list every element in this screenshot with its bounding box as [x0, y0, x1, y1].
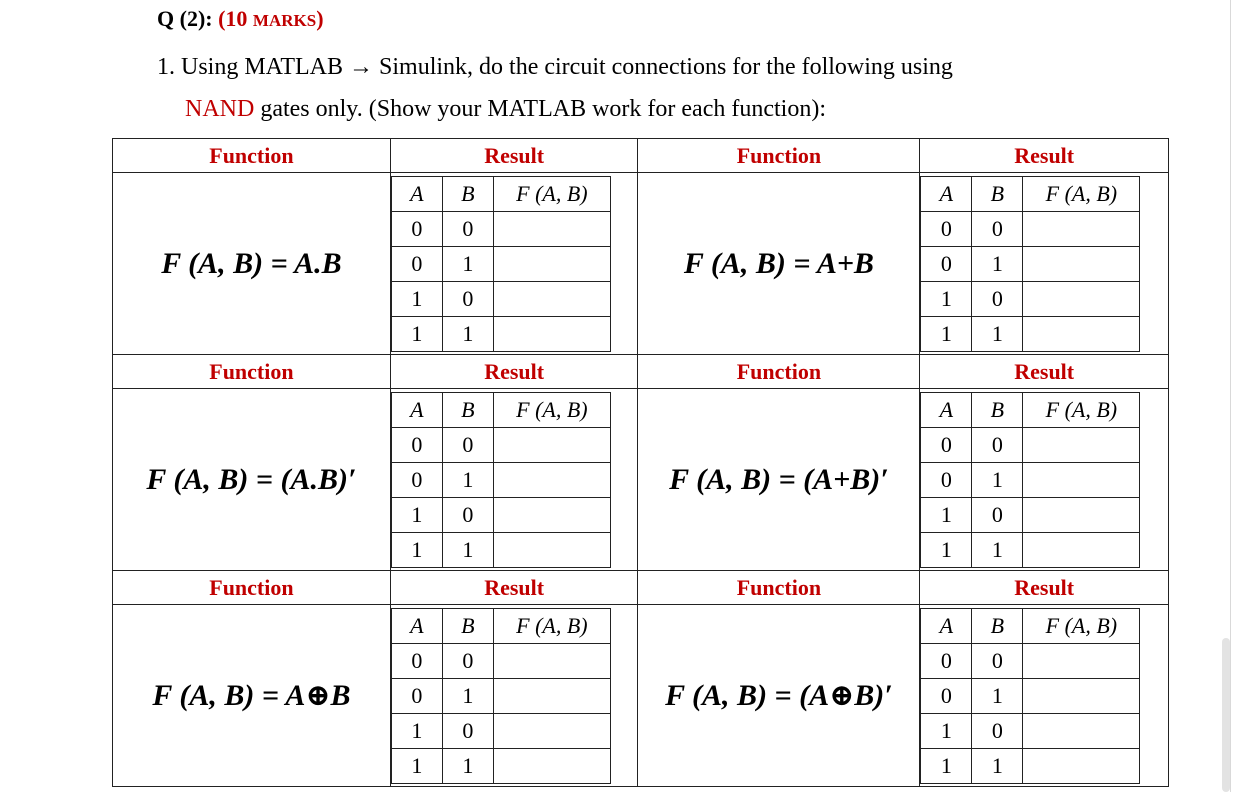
output-cell[interactable] — [493, 748, 610, 783]
truth-table — [391, 392, 611, 568]
input-cell: 0 — [921, 678, 972, 713]
output-cell[interactable] — [493, 316, 610, 351]
output-cell[interactable] — [1023, 532, 1140, 567]
result-cell — [920, 605, 1169, 787]
truth-table-row — [391, 427, 610, 462]
input-cell: 1 — [972, 246, 1023, 281]
input-cell: 0 — [972, 713, 1023, 748]
output-cell[interactable] — [493, 281, 610, 316]
function-header: Function — [113, 355, 391, 389]
table-row — [113, 173, 1169, 355]
input-cell: 0 — [442, 211, 493, 246]
input-cell: 0 — [391, 246, 442, 281]
input-cell: 0 — [921, 427, 972, 462]
truth-table-row — [391, 462, 610, 497]
input-cell: 1 — [442, 678, 493, 713]
result-cell — [920, 173, 1169, 355]
input-cell: 1 — [921, 532, 972, 567]
output-cell[interactable] — [493, 427, 610, 462]
truth-header-cell: A — [391, 392, 442, 427]
output-cell[interactable] — [1023, 316, 1140, 351]
output-cell[interactable] — [1023, 281, 1140, 316]
input-cell: 1 — [391, 532, 442, 567]
truth-table-row — [391, 246, 610, 281]
input-cell: 1 — [391, 281, 442, 316]
instruction-text-2: gates only. (Show your MATLAB work for each function): — [254, 96, 826, 122]
function-header: Function — [638, 355, 920, 389]
input-cell: 0 — [391, 211, 442, 246]
truth-header-cell: A — [921, 608, 972, 643]
function-expression: F (A, B) = A⊕B — [113, 605, 391, 787]
input-cell: 1 — [921, 497, 972, 532]
input-cell: 1 — [391, 713, 442, 748]
truth-table-row — [921, 497, 1140, 532]
truth-table — [391, 608, 611, 784]
input-cell: 1 — [442, 246, 493, 281]
output-cell[interactable] — [493, 532, 610, 567]
truth-table — [920, 392, 1140, 568]
input-cell: 0 — [972, 497, 1023, 532]
output-cell[interactable] — [493, 462, 610, 497]
truth-table — [920, 176, 1140, 352]
output-cell[interactable] — [1023, 497, 1140, 532]
table-header-row — [113, 571, 1169, 605]
function-header: Function — [113, 139, 391, 173]
truth-header-cell: A — [921, 176, 972, 211]
truth-table-row — [391, 643, 610, 678]
truth-table-row — [391, 678, 610, 713]
output-cell[interactable] — [1023, 643, 1140, 678]
truth-header-cell: A — [391, 608, 442, 643]
truth-header-cell: B — [972, 392, 1023, 427]
output-cell[interactable] — [493, 211, 610, 246]
truth-table — [391, 176, 611, 352]
truth-table-row — [921, 678, 1140, 713]
function-header: Function — [638, 139, 920, 173]
result-header: Result — [920, 355, 1169, 389]
truth-table-row — [921, 211, 1140, 246]
truth-table-row — [921, 246, 1140, 281]
output-cell[interactable] — [493, 643, 610, 678]
truth-table-row — [921, 427, 1140, 462]
truth-header-cell: F (A, B) — [493, 608, 610, 643]
input-cell: 1 — [442, 462, 493, 497]
truth-table-row — [391, 497, 610, 532]
output-cell[interactable] — [1023, 748, 1140, 783]
input-cell: 1 — [972, 316, 1023, 351]
truth-header-cell: F (A, B) — [1023, 176, 1140, 211]
output-cell[interactable] — [1023, 246, 1140, 281]
input-cell: 0 — [391, 678, 442, 713]
result-cell — [390, 389, 638, 571]
truth-table-header — [391, 392, 610, 427]
input-cell: 1 — [442, 532, 493, 567]
function-header: Function — [113, 571, 391, 605]
table-header-row — [113, 355, 1169, 389]
input-cell: 0 — [921, 246, 972, 281]
truth-table-row — [921, 532, 1140, 567]
result-header: Result — [920, 139, 1169, 173]
truth-table-row — [921, 643, 1140, 678]
input-cell: 1 — [972, 532, 1023, 567]
result-cell — [390, 605, 638, 787]
input-cell: 0 — [442, 281, 493, 316]
truth-table-row — [391, 713, 610, 748]
input-cell: 0 — [972, 427, 1023, 462]
input-cell: 1 — [972, 748, 1023, 783]
truth-header-cell: F (A, B) — [1023, 608, 1140, 643]
input-cell: 1 — [391, 497, 442, 532]
truth-header-cell: F (A, B) — [1023, 392, 1140, 427]
input-cell: 0 — [921, 462, 972, 497]
truth-table-row — [391, 532, 610, 567]
function-expression: F (A, B) = A+B — [638, 173, 920, 355]
input-cell: 0 — [921, 643, 972, 678]
input-cell: 1 — [921, 713, 972, 748]
function-expression: F (A, B) = A.B — [113, 173, 391, 355]
question-label: Q (2): — [157, 6, 213, 31]
input-cell: 1 — [391, 316, 442, 351]
question-heading — [157, 6, 324, 32]
truth-table-row — [391, 211, 610, 246]
input-cell: 0 — [972, 281, 1023, 316]
input-cell: 0 — [391, 427, 442, 462]
functions-table — [112, 138, 1169, 787]
truth-table-row — [921, 462, 1140, 497]
result-header: Result — [390, 139, 638, 173]
input-cell: 1 — [921, 748, 972, 783]
truth-header-cell: B — [972, 176, 1023, 211]
input-cell: 0 — [921, 211, 972, 246]
output-cell[interactable] — [1023, 462, 1140, 497]
truth-table-header — [391, 608, 610, 643]
table-row — [113, 389, 1169, 571]
input-cell: 0 — [442, 713, 493, 748]
function-expression: F (A, B) = (A⊕B)′ — [638, 605, 920, 787]
truth-header-cell: B — [972, 608, 1023, 643]
output-cell[interactable] — [493, 246, 610, 281]
truth-table-header — [921, 392, 1140, 427]
nand-keyword: NAND — [185, 96, 255, 122]
truth-header-cell: F (A, B) — [493, 176, 610, 211]
input-cell: 0 — [442, 427, 493, 462]
truth-table-row — [391, 316, 610, 351]
truth-table-row — [391, 748, 610, 783]
truth-table-row — [921, 748, 1140, 783]
instruction-line-2 — [185, 96, 826, 123]
output-cell[interactable] — [493, 497, 610, 532]
truth-table-row — [921, 316, 1140, 351]
input-cell: 1 — [442, 316, 493, 351]
output-cell[interactable] — [493, 678, 610, 713]
input-cell: 1 — [921, 316, 972, 351]
input-cell: 0 — [442, 643, 493, 678]
truth-header-cell: F (A, B) — [493, 392, 610, 427]
result-cell — [920, 389, 1169, 571]
truth-table-header — [921, 608, 1140, 643]
truth-table-row — [921, 713, 1140, 748]
input-cell: 1 — [972, 462, 1023, 497]
output-cell[interactable] — [493, 713, 610, 748]
instruction-line-1 — [157, 54, 953, 81]
result-header: Result — [920, 571, 1169, 605]
marks-label: (10 MARKS) — [218, 6, 324, 31]
input-cell: 0 — [391, 462, 442, 497]
input-cell: 0 — [442, 497, 493, 532]
output-cell[interactable] — [1023, 713, 1140, 748]
result-header: Result — [390, 355, 638, 389]
result-cell — [390, 173, 638, 355]
truth-header-cell: B — [442, 608, 493, 643]
function-expression: F (A, B) = (A.B)′ — [113, 389, 391, 571]
instruction-number: 1. — [157, 54, 175, 80]
truth-header-cell: A — [391, 176, 442, 211]
input-cell: 1 — [921, 281, 972, 316]
input-cell: 1 — [442, 748, 493, 783]
truth-table-header — [921, 176, 1140, 211]
result-header: Result — [390, 571, 638, 605]
table-row — [113, 605, 1169, 787]
function-header: Function — [638, 571, 920, 605]
input-cell: 0 — [972, 211, 1023, 246]
output-cell[interactable] — [1023, 678, 1140, 713]
input-cell: 0 — [391, 643, 442, 678]
truth-table-header — [391, 176, 610, 211]
truth-header-cell: B — [442, 176, 493, 211]
input-cell: 0 — [972, 643, 1023, 678]
instruction-text-1: Using MATLAB → Simulink, do the circuit connections for the following using — [181, 54, 953, 80]
truth-table — [920, 608, 1140, 784]
truth-header-cell: B — [442, 392, 493, 427]
function-expression: F (A, B) = (A+B)′ — [638, 389, 920, 571]
truth-table-row — [391, 281, 610, 316]
truth-table-row — [921, 281, 1140, 316]
input-cell: 1 — [391, 748, 442, 783]
vertical-scrollbar[interactable] — [1222, 638, 1230, 792]
output-cell[interactable] — [1023, 427, 1140, 462]
truth-header-cell: A — [921, 392, 972, 427]
input-cell: 1 — [972, 678, 1023, 713]
table-header-row — [113, 139, 1169, 173]
output-cell[interactable] — [1023, 211, 1140, 246]
